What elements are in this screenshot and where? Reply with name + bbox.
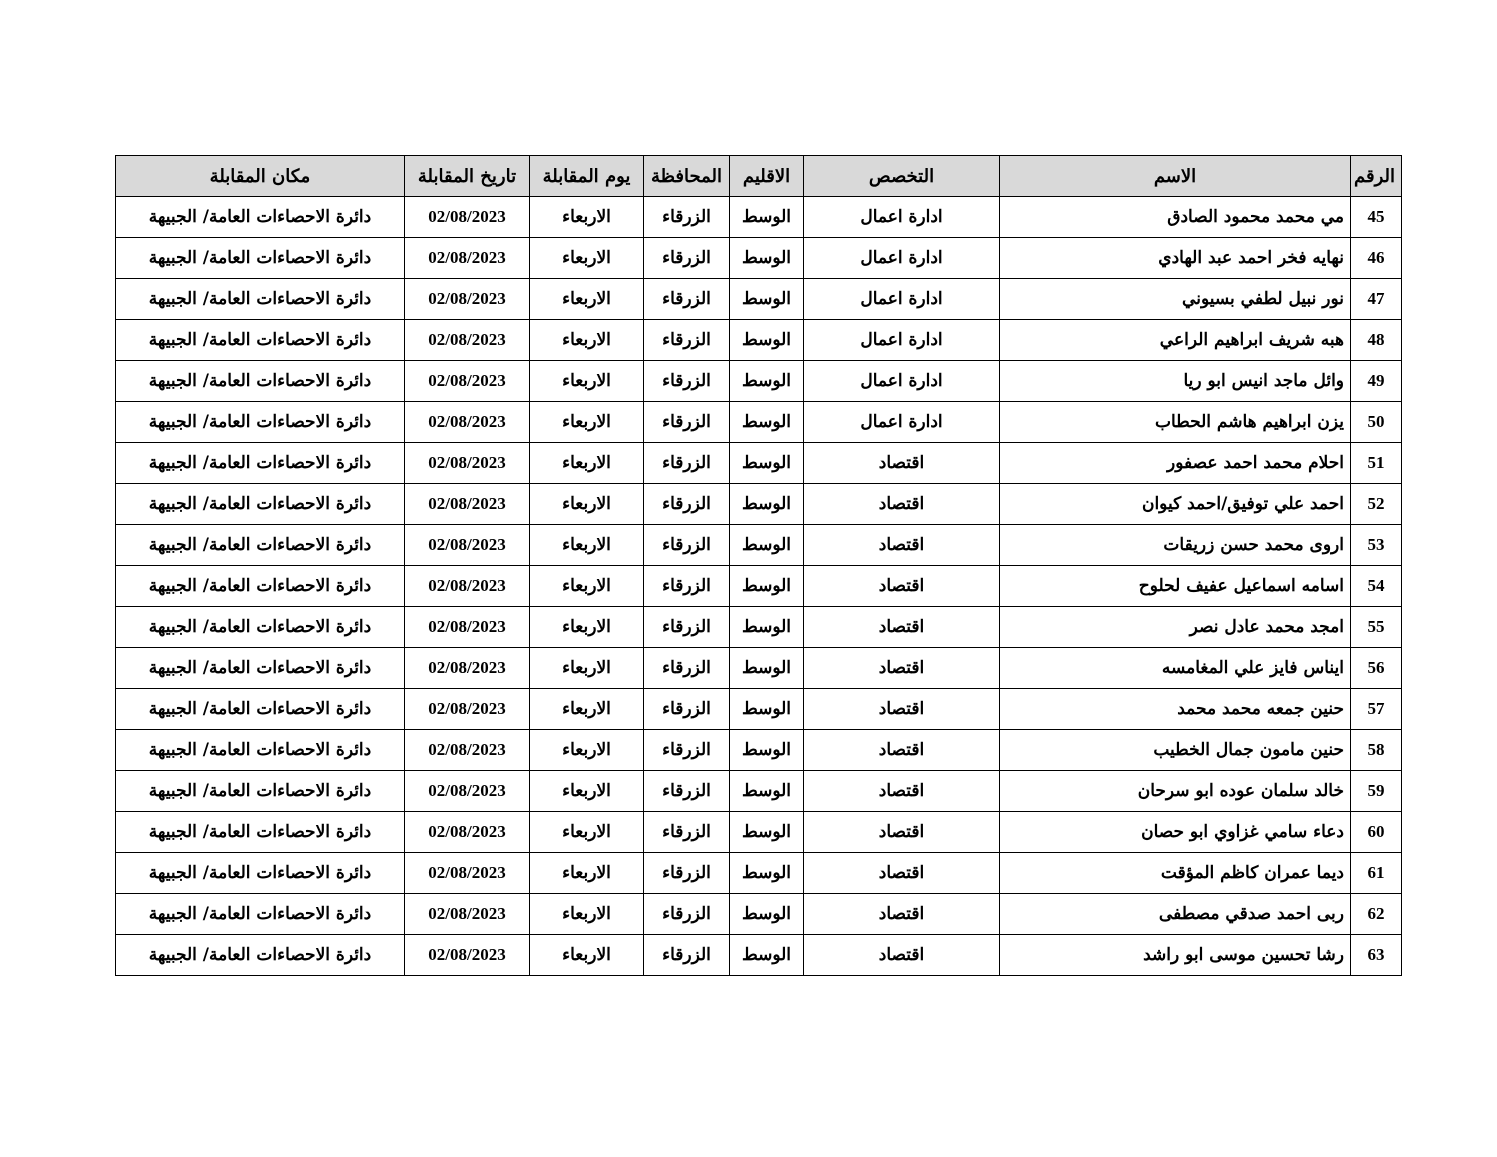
governorate-cell: الزرقاء bbox=[644, 402, 730, 443]
region-cell: الوسط bbox=[730, 402, 804, 443]
row-number: 60 bbox=[1351, 812, 1402, 853]
interview-date-cell: 02/08/2023 bbox=[405, 730, 530, 771]
table-row bbox=[116, 361, 1402, 402]
governorate-cell: الزرقاء bbox=[644, 689, 730, 730]
specialty-cell: اقتصاد bbox=[804, 648, 1000, 689]
table-row bbox=[116, 648, 1402, 689]
person-name: نور نبيل لطفي بسيوني bbox=[1000, 279, 1351, 320]
person-name: هبه شريف ابراهيم الراعي bbox=[1000, 320, 1351, 361]
interview-date-cell: 02/08/2023 bbox=[405, 361, 530, 402]
governorate-cell: الزرقاء bbox=[644, 197, 730, 238]
region-cell: الوسط bbox=[730, 279, 804, 320]
region-cell: الوسط bbox=[730, 238, 804, 279]
row-number: 49 bbox=[1351, 361, 1402, 402]
person-name: امجد محمد عادل نصر bbox=[1000, 607, 1351, 648]
interview-date-cell: 02/08/2023 bbox=[405, 648, 530, 689]
table-row bbox=[116, 443, 1402, 484]
person-name: ديما عمران كاظم المؤقت bbox=[1000, 853, 1351, 894]
interview-date-cell: 02/08/2023 bbox=[405, 238, 530, 279]
interview-place-cell: دائرة الاحصاءات العامة/ الجبيهة bbox=[116, 853, 405, 894]
governorate-cell: الزرقاء bbox=[644, 566, 730, 607]
person-name: اروى محمد حسن زريقات bbox=[1000, 525, 1351, 566]
specialty-cell: اقتصاد bbox=[804, 525, 1000, 566]
table-row bbox=[116, 689, 1402, 730]
person-name: حنين جمعه محمد محمد bbox=[1000, 689, 1351, 730]
interview-day-cell: الاربعاء bbox=[530, 812, 644, 853]
specialty-cell: اقتصاد bbox=[804, 484, 1000, 525]
governorate-cell: الزرقاء bbox=[644, 443, 730, 484]
region-cell: الوسط bbox=[730, 525, 804, 566]
interview-date-cell: 02/08/2023 bbox=[405, 812, 530, 853]
table-row bbox=[116, 607, 1402, 648]
interview-day-cell: الاربعاء bbox=[530, 730, 644, 771]
region-cell: الوسط bbox=[730, 443, 804, 484]
specialty-cell: اقتصاد bbox=[804, 689, 1000, 730]
region-cell: الوسط bbox=[730, 771, 804, 812]
row-number: 57 bbox=[1351, 689, 1402, 730]
specialty-cell: ادارة اعمال bbox=[804, 402, 1000, 443]
table-row bbox=[116, 894, 1402, 935]
table-row bbox=[116, 197, 1402, 238]
region-cell: الوسط bbox=[730, 689, 804, 730]
header-specialty: التخصص bbox=[804, 156, 1000, 197]
person-name: ربى احمد صدقي مصطفى bbox=[1000, 894, 1351, 935]
governorate-cell: الزرقاء bbox=[644, 894, 730, 935]
header-day: يوم المقابلة bbox=[530, 156, 644, 197]
governorate-cell: الزرقاء bbox=[644, 484, 730, 525]
region-cell: الوسط bbox=[730, 361, 804, 402]
row-number: 51 bbox=[1351, 443, 1402, 484]
interview-day-cell: الاربعاء bbox=[530, 361, 644, 402]
region-cell: الوسط bbox=[730, 730, 804, 771]
region-cell: الوسط bbox=[730, 197, 804, 238]
governorate-cell: الزرقاء bbox=[644, 361, 730, 402]
interview-place-cell: دائرة الاحصاءات العامة/ الجبيهة bbox=[116, 935, 405, 976]
specialty-cell: اقتصاد bbox=[804, 853, 1000, 894]
person-name: نهايه فخر احمد عبد الهادي bbox=[1000, 238, 1351, 279]
specialty-cell: ادارة اعمال bbox=[804, 320, 1000, 361]
table-row bbox=[116, 853, 1402, 894]
row-number: 61 bbox=[1351, 853, 1402, 894]
interview-date-cell: 02/08/2023 bbox=[405, 607, 530, 648]
interview-place-cell: دائرة الاحصاءات العامة/ الجبيهة bbox=[116, 648, 405, 689]
table-row bbox=[116, 320, 1402, 361]
region-cell: الوسط bbox=[730, 894, 804, 935]
table-row bbox=[116, 812, 1402, 853]
row-number: 53 bbox=[1351, 525, 1402, 566]
header-governorate: المحافظة bbox=[644, 156, 730, 197]
region-cell: الوسط bbox=[730, 648, 804, 689]
row-number: 62 bbox=[1351, 894, 1402, 935]
row-number: 46 bbox=[1351, 238, 1402, 279]
interview-place-cell: دائرة الاحصاءات العامة/ الجبيهة bbox=[116, 607, 405, 648]
table-row bbox=[116, 238, 1402, 279]
region-cell: الوسط bbox=[730, 320, 804, 361]
interview-place-cell: دائرة الاحصاءات العامة/ الجبيهة bbox=[116, 402, 405, 443]
interview-place-cell: دائرة الاحصاءات العامة/ الجبيهة bbox=[116, 894, 405, 935]
interview-day-cell: الاربعاء bbox=[530, 484, 644, 525]
person-name: خالد سلمان عوده ابو سرحان bbox=[1000, 771, 1351, 812]
specialty-cell: اقتصاد bbox=[804, 894, 1000, 935]
interview-place-cell: دائرة الاحصاءات العامة/ الجبيهة bbox=[116, 689, 405, 730]
interview-place-cell: دائرة الاحصاءات العامة/ الجبيهة bbox=[116, 525, 405, 566]
interview-day-cell: الاربعاء bbox=[530, 320, 644, 361]
table-row bbox=[116, 935, 1402, 976]
governorate-cell: الزرقاء bbox=[644, 238, 730, 279]
person-name: احلام محمد احمد عصفور bbox=[1000, 443, 1351, 484]
region-cell: الوسط bbox=[730, 607, 804, 648]
row-number: 58 bbox=[1351, 730, 1402, 771]
interview-date-cell: 02/08/2023 bbox=[405, 197, 530, 238]
interview-place-cell: دائرة الاحصاءات العامة/ الجبيهة bbox=[116, 279, 405, 320]
row-number: 63 bbox=[1351, 935, 1402, 976]
table-row bbox=[116, 484, 1402, 525]
interview-date-cell: 02/08/2023 bbox=[405, 771, 530, 812]
row-number: 50 bbox=[1351, 402, 1402, 443]
interview-date-cell: 02/08/2023 bbox=[405, 402, 530, 443]
governorate-cell: الزرقاء bbox=[644, 812, 730, 853]
header-name: الاسم bbox=[1000, 156, 1351, 197]
governorate-cell: الزرقاء bbox=[644, 935, 730, 976]
interview-day-cell: الاربعاء bbox=[530, 771, 644, 812]
row-number: 52 bbox=[1351, 484, 1402, 525]
specialty-cell: اقتصاد bbox=[804, 771, 1000, 812]
table-row bbox=[116, 566, 1402, 607]
person-name: دعاء سامي غزاوي ابو حصان bbox=[1000, 812, 1351, 853]
interview-place-cell: دائرة الاحصاءات العامة/ الجبيهة bbox=[116, 730, 405, 771]
interview-place-cell: دائرة الاحصاءات العامة/ الجبيهة bbox=[116, 238, 405, 279]
person-name: يزن ابراهيم هاشم الحطاب bbox=[1000, 402, 1351, 443]
interview-date-cell: 02/08/2023 bbox=[405, 279, 530, 320]
interview-date-cell: 02/08/2023 bbox=[405, 566, 530, 607]
interview-place-cell: دائرة الاحصاءات العامة/ الجبيهة bbox=[116, 320, 405, 361]
interview-day-cell: الاربعاء bbox=[530, 443, 644, 484]
row-number: 54 bbox=[1351, 566, 1402, 607]
interview-day-cell: الاربعاء bbox=[530, 689, 644, 730]
specialty-cell: اقتصاد bbox=[804, 566, 1000, 607]
specialty-cell: ادارة اعمال bbox=[804, 361, 1000, 402]
table-row bbox=[116, 730, 1402, 771]
governorate-cell: الزرقاء bbox=[644, 525, 730, 566]
interview-day-cell: الاربعاء bbox=[530, 279, 644, 320]
interview-day-cell: الاربعاء bbox=[530, 607, 644, 648]
row-number: 48 bbox=[1351, 320, 1402, 361]
region-cell: الوسط bbox=[730, 935, 804, 976]
interview-place-cell: دائرة الاحصاءات العامة/ الجبيهة bbox=[116, 361, 405, 402]
specialty-cell: اقتصاد bbox=[804, 935, 1000, 976]
person-name: وائل ماجد انيس ابو ريا bbox=[1000, 361, 1351, 402]
interview-date-cell: 02/08/2023 bbox=[405, 525, 530, 566]
table-body bbox=[116, 197, 1402, 976]
row-number: 55 bbox=[1351, 607, 1402, 648]
interview-day-cell: الاربعاء bbox=[530, 525, 644, 566]
row-number: 47 bbox=[1351, 279, 1402, 320]
interview-date-cell: 02/08/2023 bbox=[405, 484, 530, 525]
specialty-cell: اقتصاد bbox=[804, 730, 1000, 771]
interview-date-cell: 02/08/2023 bbox=[405, 935, 530, 976]
specialty-cell: ادارة اعمال bbox=[804, 197, 1000, 238]
interview-place-cell: دائرة الاحصاءات العامة/ الجبيهة bbox=[116, 443, 405, 484]
person-name: اسامه اسماعيل عفيف لحلوح bbox=[1000, 566, 1351, 607]
row-number: 56 bbox=[1351, 648, 1402, 689]
table-row bbox=[116, 279, 1402, 320]
specialty-cell: اقتصاد bbox=[804, 443, 1000, 484]
governorate-cell: الزرقاء bbox=[644, 279, 730, 320]
person-name: حنين مامون جمال الخطيب bbox=[1000, 730, 1351, 771]
specialty-cell: ادارة اعمال bbox=[804, 238, 1000, 279]
region-cell: الوسط bbox=[730, 484, 804, 525]
table-row bbox=[116, 771, 1402, 812]
region-cell: الوسط bbox=[730, 812, 804, 853]
person-name: ايناس فايز علي المغامسه bbox=[1000, 648, 1351, 689]
row-number: 45 bbox=[1351, 197, 1402, 238]
interview-date-cell: 02/08/2023 bbox=[405, 443, 530, 484]
governorate-cell: الزرقاء bbox=[644, 730, 730, 771]
header-region: الاقليم bbox=[730, 156, 804, 197]
interview-day-cell: الاربعاء bbox=[530, 566, 644, 607]
interview-date-cell: 02/08/2023 bbox=[405, 689, 530, 730]
interview-day-cell: الاربعاء bbox=[530, 853, 644, 894]
interview-day-cell: الاربعاء bbox=[530, 197, 644, 238]
header-place: مكان المقابلة bbox=[116, 156, 405, 197]
governorate-cell: الزرقاء bbox=[644, 853, 730, 894]
interview-day-cell: الاربعاء bbox=[530, 648, 644, 689]
governorate-cell: الزرقاء bbox=[644, 648, 730, 689]
header-num: الرقم bbox=[1351, 156, 1402, 197]
interview-place-cell: دائرة الاحصاءات العامة/ الجبيهة bbox=[116, 812, 405, 853]
person-name: مي محمد محمود الصادق bbox=[1000, 197, 1351, 238]
person-name: رشا تحسين موسى ابو راشد bbox=[1000, 935, 1351, 976]
interview-day-cell: الاربعاء bbox=[530, 894, 644, 935]
interview-place-cell: دائرة الاحصاءات العامة/ الجبيهة bbox=[116, 566, 405, 607]
table-row bbox=[116, 402, 1402, 443]
specialty-cell: اقتصاد bbox=[804, 607, 1000, 648]
interview-day-cell: الاربعاء bbox=[530, 935, 644, 976]
region-cell: الوسط bbox=[730, 566, 804, 607]
governorate-cell: الزرقاء bbox=[644, 771, 730, 812]
person-name: احمد علي توفيق/احمد كيوان bbox=[1000, 484, 1351, 525]
region-cell: الوسط bbox=[730, 853, 804, 894]
interview-schedule-table bbox=[115, 155, 1402, 976]
interview-day-cell: الاربعاء bbox=[530, 402, 644, 443]
interview-place-cell: دائرة الاحصاءات العامة/ الجبيهة bbox=[116, 197, 405, 238]
header-date: تاريخ المقابلة bbox=[405, 156, 530, 197]
header-row bbox=[116, 156, 1402, 197]
interview-date-cell: 02/08/2023 bbox=[405, 894, 530, 935]
governorate-cell: الزرقاء bbox=[644, 607, 730, 648]
interview-day-cell: الاربعاء bbox=[530, 238, 644, 279]
interview-place-cell: دائرة الاحصاءات العامة/ الجبيهة bbox=[116, 771, 405, 812]
row-number: 59 bbox=[1351, 771, 1402, 812]
table-row bbox=[116, 525, 1402, 566]
governorate-cell: الزرقاء bbox=[644, 320, 730, 361]
specialty-cell: اقتصاد bbox=[804, 812, 1000, 853]
interview-date-cell: 02/08/2023 bbox=[405, 853, 530, 894]
interview-date-cell: 02/08/2023 bbox=[405, 320, 530, 361]
specialty-cell: ادارة اعمال bbox=[804, 279, 1000, 320]
interview-place-cell: دائرة الاحصاءات العامة/ الجبيهة bbox=[116, 484, 405, 525]
